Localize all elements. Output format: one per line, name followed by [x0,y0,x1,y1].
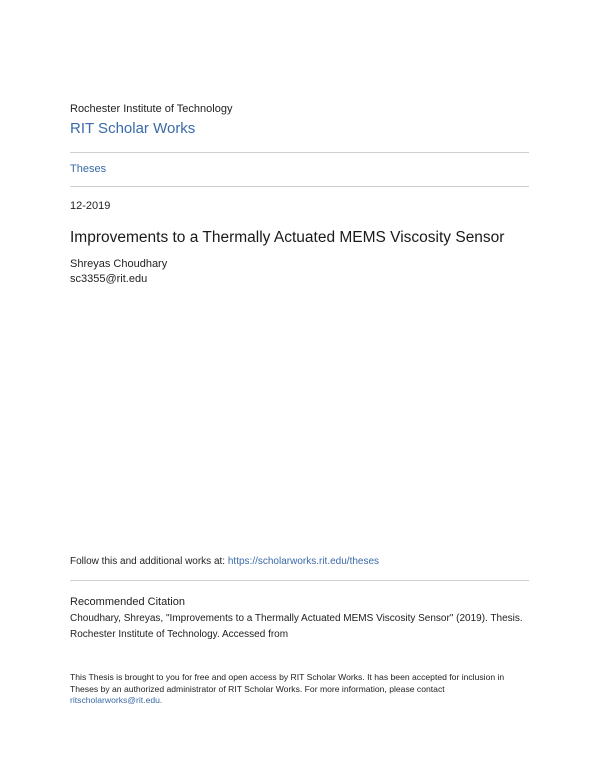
footer-line-2: Theses by an authorized administrator of RIT Scholar Works. For more information, please contact [70,683,445,694]
author-email: sc3355@rit.edu [70,273,148,285]
footer-line-1: This Thesis is brought to you for free and open access by RIT Scholar Works. It has been accepted for inclusion in [70,672,505,682]
publication-date: 12-2019 [70,200,111,212]
citation-line-2: Rochester Institute of Technology. Accessed from [70,629,289,640]
contact-email-link[interactable]: ritscholarworks@rit.edu. [70,695,163,705]
repository-link[interactable]: RIT Scholar Works [70,120,196,137]
footer-notice [70,672,545,707]
divider-citation [70,580,529,581]
document-title: Improvements to a Thermally Actuated MEMS Viscosity Sensor [70,229,505,246]
divider-top [70,152,529,153]
citation-text [70,611,540,643]
follow-line [70,556,379,567]
citation-heading: Recommended Citation [70,596,185,608]
follow-link[interactable]: https://scholarworks.rit.edu/theses [227,556,380,567]
divider-collection [70,186,529,187]
collection-link[interactable]: Theses [70,163,107,175]
author-name: Shreyas Choudhary [70,258,168,270]
follow-text: Follow this and additional works at: [70,556,228,567]
citation-line-1: Choudhary, Shreyas, "Improvements to a Thermally Actuated MEMS Viscosity Sensor" (2019). Thesis. [70,613,523,624]
institution-name: Rochester Institute of Technology [70,103,233,115]
